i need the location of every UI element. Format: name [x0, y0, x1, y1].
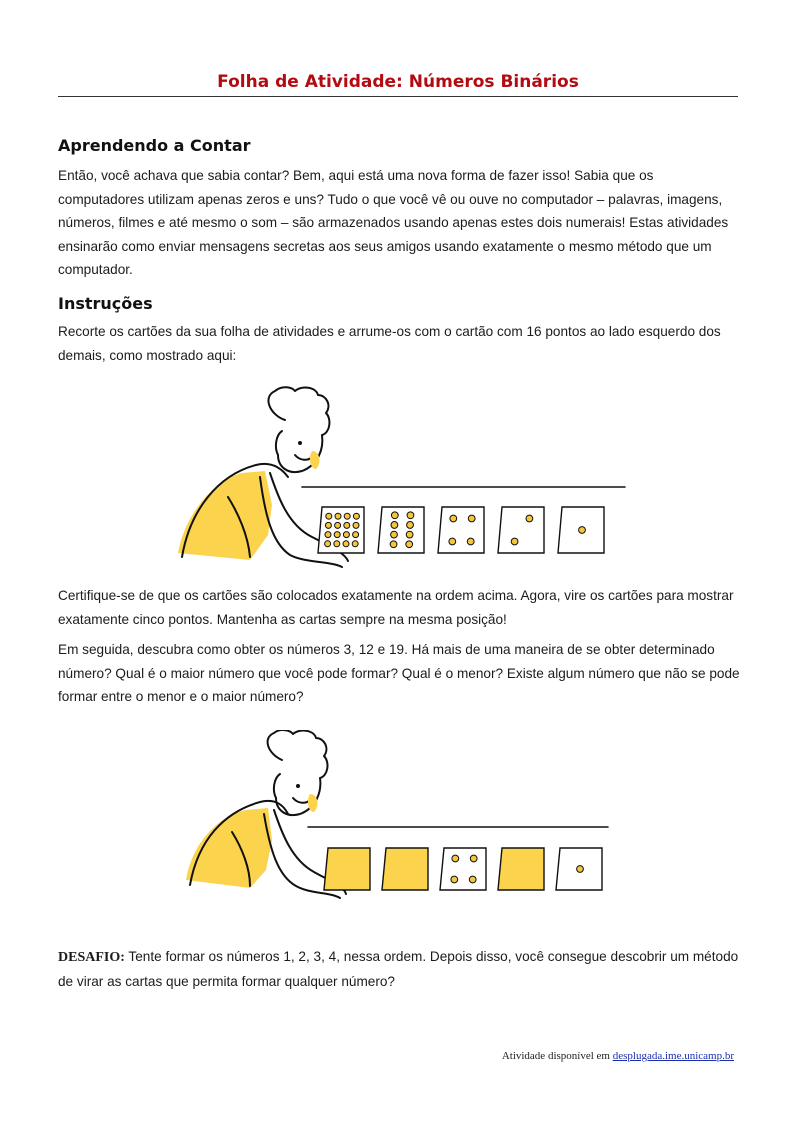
- binary-card-16: [324, 848, 370, 890]
- card-dot: [407, 522, 414, 529]
- card-dot: [343, 541, 349, 547]
- card-dot: [511, 538, 518, 545]
- card-dot: [451, 876, 458, 883]
- card-dot: [335, 513, 341, 519]
- instructions-question: Em seguida, descubra como obter os números 3, 12 e 19. Há mais de uma maneira de se obter determinado número? Qual é o maior número que você pode formar? Qual é o menor? Existe algum número que não se pode formar entre o menor e o maior número?: [58, 642, 740, 704]
- card-dot: [526, 515, 533, 522]
- card-dot: [325, 532, 331, 538]
- card-dot: [470, 855, 477, 862]
- challenge-label: DESAFIO:: [58, 950, 125, 965]
- card-dot: [391, 512, 398, 519]
- card-dot: [344, 513, 350, 519]
- card-dot: [334, 532, 340, 538]
- card-dot: [406, 531, 413, 538]
- card-dot: [335, 522, 341, 528]
- binary-card-2: [498, 848, 544, 890]
- card-dot: [468, 515, 475, 522]
- title-divider: [58, 96, 738, 97]
- instructions-after-figure: Certifique-se de que os cartões são colocados exatamente na ordem acima. Agora, vire os cartões para mostrar exatamente cinco pontos. Mantenha as cartas sempre na mesma posição!: [58, 588, 734, 627]
- card-dot: [390, 541, 397, 548]
- binary-card-4: [438, 507, 484, 553]
- card-dot: [579, 527, 586, 534]
- figure-child-with-flipped-cards: [180, 730, 620, 915]
- card-dot: [391, 522, 398, 529]
- card-dot: [452, 855, 459, 862]
- card-dot: [353, 522, 359, 528]
- card-dot: [407, 512, 414, 519]
- card-dot: [325, 541, 331, 547]
- section-heading-instructions: Instruções: [58, 294, 153, 313]
- card-dot: [353, 532, 359, 538]
- footer-text: Atividade disponível em: [501, 1050, 613, 1062]
- binary-card-8: [382, 848, 428, 890]
- binary-card-8: [378, 507, 424, 553]
- footer-attribution: [502, 1050, 734, 1062]
- card-dot: [449, 538, 456, 545]
- card-dot: [334, 541, 340, 547]
- card-dot: [391, 531, 398, 538]
- binary-card-2: [498, 507, 544, 553]
- figure-child-with-cards: [170, 385, 630, 580]
- card-dot: [450, 515, 457, 522]
- card-dot: [467, 538, 474, 545]
- card-dot: [353, 513, 359, 519]
- challenge-paragraph: [58, 945, 740, 993]
- card-dot: [352, 541, 358, 547]
- card-dot: [406, 541, 413, 548]
- card-dot: [325, 522, 331, 528]
- binary-card-4: [440, 848, 486, 890]
- card-dot: [469, 876, 476, 883]
- card-dot: [326, 513, 332, 519]
- instructions-intro: Recorte os cartões da sua folha de atividades e arrume-os com o cartão com 16 pontos ao lado esquerdo dos demais, como mostrado aqui:: [58, 324, 721, 363]
- section-heading-counting: Aprendendo a Contar: [58, 136, 251, 155]
- challenge-text: Tente formar os números 1, 2, 3, 4, nessa ordem. Depois disso, você consegue descobrir um método de virar as cartas que permita formar qualquer número?: [58, 949, 739, 989]
- footer-link[interactable]: desplugada.ime.unicamp.br: [612, 1050, 734, 1062]
- card-dot: [343, 532, 349, 538]
- section-counting-body: Então, você achava que sabia contar? Bem, aqui está uma nova forma de fazer isso! Sabia que os computadores utilizam apenas zeros e uns? Tudo o que você vê ou ouve no computador – palavras, imagens, números, filmes e até mesmo o som – são armazenados usando apenas estes dois numerais! Estas atividades ensinarão como enviar mensagens secretas aos seus amigos usando exatamente o mesmo método que um computador.: [58, 168, 729, 277]
- binary-card-16: [318, 507, 364, 553]
- page-title: Folha de Atividade: Números Binários: [217, 72, 579, 92]
- card-dot: [577, 866, 584, 873]
- binary-card-1: [556, 848, 602, 890]
- binary-card-1: [558, 507, 604, 553]
- card-dot: [344, 522, 350, 528]
